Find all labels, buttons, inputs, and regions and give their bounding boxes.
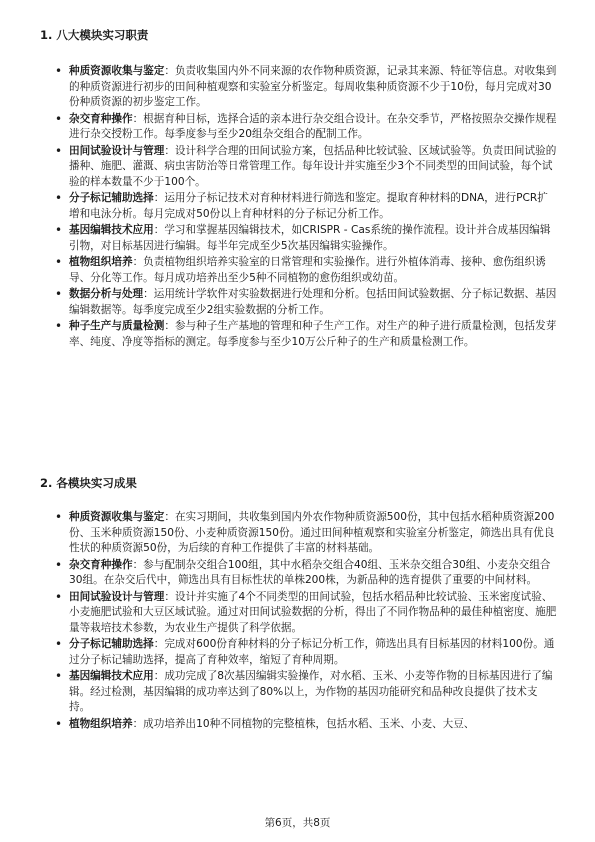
item-text: 设计科学合理的田间试验方案，包括品种比较试验、区域试验等。负责田间试验的播种、施肥、灌溉、病虫害防治等日常管理工作。每年设计并实施至少3个不同类型的田间试验，每个试验的样本数量不少于100个。	[69, 144, 557, 188]
item-text: 完成对600份育种材料的分子标记分析工作，筛选出具有目标基因的材料100份。通过分子标记辅助选择，提高了育种效率，缩短了育种周期。	[69, 638, 555, 666]
list-item	[54, 191, 558, 222]
item-text: 负责收集国内外不同来源的农作物种质资源，记录其来源、特征等信息。对收集到的种质资源进行初步的田间种植观察和实验室分析鉴定。每周收集种质资源不少于10份，每月完成对30份种质资源的初步鉴定工作。	[69, 65, 557, 109]
item-separator: ：	[164, 590, 175, 603]
bullet-icon: •	[55, 223, 63, 238]
list-item	[54, 144, 558, 191]
bullet-icon: •	[55, 510, 63, 524]
responsibilities-list	[54, 64, 558, 351]
list-item	[54, 637, 558, 668]
item-term: 种子生产与质量检测	[69, 320, 165, 333]
list-item	[54, 287, 558, 318]
item-term: 基因编辑技术应用	[69, 224, 154, 237]
list-item	[54, 717, 558, 733]
list-item	[54, 223, 558, 254]
item-term: 田间试验设计与管理	[69, 144, 165, 157]
item-separator: ：	[132, 256, 144, 269]
item-text: 成功完成了8次基因编辑实验操作，对水稻、玉米、小麦等作物的目标基因进行了编辑。经过检测，基因编辑的成功率达到了80%以上，为作物的基因功能研究和品种改良提供了技术支持。	[69, 670, 553, 714]
item-term: 分子标记辅助选择	[69, 192, 154, 205]
item-separator: ：	[164, 144, 175, 157]
bullet-icon: •	[55, 111, 63, 126]
bullet-icon: •	[55, 191, 63, 206]
item-text: 参与种子生产基地的管理和种子生产工作。对生产的种子进行质量检测，包括发芽率、纯度、净度等指标的测定。每季度参与至少10万公斤种子的生产和质量检测工作。	[69, 320, 557, 348]
item-term: 杂交育种操作	[69, 112, 133, 125]
list-item	[54, 319, 558, 350]
item-separator: ：	[164, 65, 175, 77]
list-item	[54, 64, 558, 111]
item-term: 数据分析与处理	[69, 288, 144, 301]
item-text: 负责植物组织培养实验室的日常管理和实验操作。进行外植体消毒、接种、愈伤组织诱导、分化等工作。每月成功培养出至少5种不同植物的愈伤组织或幼苗。	[69, 256, 546, 284]
item-term: 植物组织培养	[69, 717, 133, 730]
item-separator: ：	[164, 511, 175, 523]
bullet-icon: •	[55, 287, 63, 302]
item-text: 在实习期间，共收集到国内外农作物种质资源500份，其中包括水稻种质资源200份、玉米种质资源150份、小麦种质资源150份。通过田间种植观察和实验室分析鉴定，筛选出具有优良性状的种质资源50份，为后续的育种工作提供了丰富的材料基础。	[69, 511, 555, 555]
item-term: 田间试验设计与管理	[69, 590, 165, 603]
item-text: 参与配制杂交组合100组，其中水稻杂交组合40组、玉米杂交组合30组、小麦杂交组合30组。在杂交后代中，筛选出具有目标性状的单株200株，为新品种的选育提供了重要的中间材料。	[69, 558, 551, 587]
list-item	[54, 590, 558, 637]
bullet-icon: •	[55, 143, 63, 158]
item-term: 杂交育种操作	[69, 558, 133, 571]
section-heading-results: 2. 各模块实习成果	[40, 476, 137, 490]
bullet-icon: •	[55, 255, 63, 270]
item-term: 种质资源收集与鉴定	[69, 511, 165, 523]
item-separator: ：	[132, 558, 144, 571]
bullet-icon: •	[55, 637, 63, 652]
item-separator: ：	[153, 638, 165, 651]
item-separator: ：	[153, 192, 165, 205]
list-item	[54, 558, 558, 589]
list-item	[54, 112, 558, 143]
item-text: 成功培养出10种不同植物的完整植株，包括水稻、玉米、小麦、大豆、	[143, 717, 475, 730]
item-separator: ：	[132, 112, 144, 125]
bullet-icon: •	[55, 669, 63, 684]
section-heading-responsibilities: 1. 八大模块实习职责	[40, 28, 149, 42]
item-text: 运用统计学软件对实验数据进行处理和分析。包括田间试验数据、分子标记数据、基因编辑数据等。每季度完成至少2组实验数据的分析工作。	[69, 288, 557, 316]
bullet-icon: •	[55, 589, 63, 604]
item-text: 设计并实施了4个不同类型的田间试验，包括水稻品种比较试验、玉米密度试验、小麦施肥试验和大豆区域试验。通过对田间试验数据的分析，得出了不同作物品种的最佳种植密度、施肥量等栽培技术参数，为农业生产提供了科学依据。	[69, 590, 557, 634]
bullet-icon: •	[55, 319, 63, 334]
item-separator: ：	[153, 224, 165, 237]
item-separator: ：	[153, 670, 165, 683]
item-separator: ：	[132, 717, 144, 730]
item-separator: ：	[143, 288, 154, 301]
results-list	[54, 510, 558, 733]
item-term: 种质资源收集与鉴定	[69, 65, 165, 77]
list-item	[54, 510, 558, 557]
bullet-icon: •	[55, 64, 63, 78]
page-number: 第6页，共8页	[264, 817, 331, 829]
item-text: 根据育种目标，选择合适的亲本进行杂交组合设计。在杂交季节，严格按照杂交操作规程进行杂交授粉工作。每季度参与至少20组杂交组合的配制工作。	[69, 112, 557, 141]
item-separator: ：	[164, 320, 175, 333]
item-term: 基因编辑技术应用	[69, 670, 154, 683]
bullet-icon: •	[55, 557, 63, 572]
bullet-icon: •	[55, 716, 63, 731]
list-item	[54, 255, 558, 286]
item-text: 运用分子标记技术对育种材料进行筛选和鉴定。提取育种材料的DNA，进行PCR扩增和电泳分析。每月完成对50份以上育种材料的分子标记分析工作。	[69, 192, 548, 220]
item-text: 学习和掌握基因编辑技术，如CRISPR - Cas系统的操作流程。设计并合成基因编辑引物，对目标基因进行编辑。每半年完成至少5次基因编辑实验操作。	[69, 224, 551, 252]
item-term: 植物组织培养	[69, 256, 133, 269]
list-item	[54, 669, 558, 716]
item-term: 分子标记辅助选择	[69, 638, 154, 651]
